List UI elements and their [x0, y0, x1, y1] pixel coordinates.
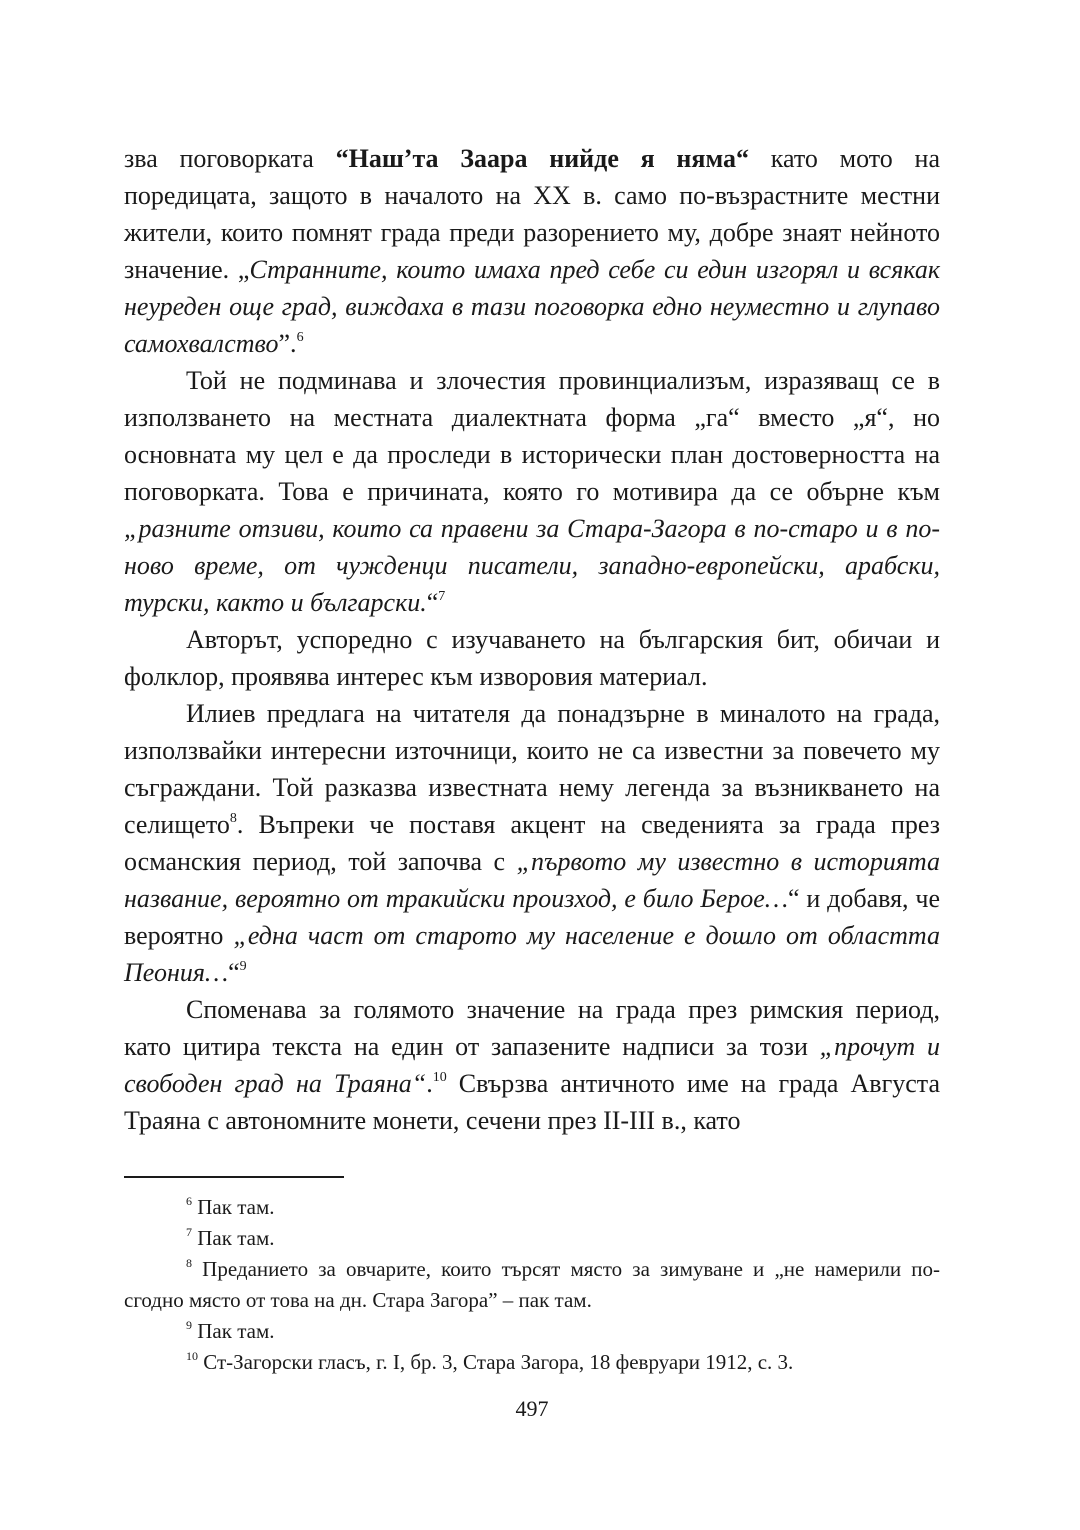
paragraph: [124, 140, 940, 362]
footnote: [124, 1192, 940, 1223]
text-run: “ и добавя, че вероятно: [124, 884, 941, 950]
paragraph: [124, 991, 940, 1139]
text-run: . Въпреки че поставя акцент на сведенията за града през османския период, той започва с: [124, 810, 940, 876]
paragraph: [124, 621, 940, 695]
text-run: Авторът, успоредно с изучаването на българския бит, обичаи и фолклор, проявява интерес към изворовия материал.: [124, 625, 940, 691]
footnote-ref[interactable]: 7: [438, 589, 446, 604]
body-text: [124, 140, 940, 1139]
footnotes: [124, 1192, 940, 1378]
text-run: Свързва античното име на града Августа Траяна с автономните монети, сечени през II-III в., като: [124, 1069, 941, 1135]
text-run: “: [426, 588, 439, 617]
italic-quote: „прочут и свободен град на Траяна“: [124, 1032, 940, 1098]
footnote-ref[interactable]: 10: [432, 1070, 447, 1085]
footnote: [124, 1254, 940, 1316]
footnote-number: 9: [186, 1318, 192, 1332]
footnote-separator: [124, 1176, 344, 1178]
footnote-ref[interactable]: 8: [229, 811, 237, 826]
footnote-text: Ст-Загорски гласъ, г. I, бр. 3, Стара Загора, 18 февруари 1912, с. 3.: [203, 1350, 794, 1374]
text-run: Споменава за голямото значение на града през римския период, като цитира текста на един от запазените надписи за този: [124, 995, 940, 1061]
footnote: [124, 1223, 940, 1254]
footnote-ref[interactable]: 6: [296, 330, 304, 345]
footnote-text: Пак там.: [197, 1226, 275, 1250]
italic-quote: „една част от старото му население е дошло от областта Пеония…: [124, 921, 940, 987]
footnote-number: 7: [186, 1225, 192, 1239]
document-page: [124, 140, 940, 1422]
footnote-number: 8: [186, 1256, 192, 1270]
footnote-text: Преданието за овчарите, които търсят място за зимуване и „не намерили по-сгодно място от това на дн. Стара Загора” – пак там.: [124, 1257, 941, 1312]
bold-quote: “Наш’та Заара нийде я няма“: [335, 144, 750, 173]
footnote-text: Пак там.: [197, 1319, 275, 1343]
text-run: “: [228, 958, 240, 987]
text-run: Той не подминава и злочестия провинциализъм, изразяващ се в използването на местната диалектната форма „га“ вместо „я“, но основната му цел е да проследи в исторически план достоверността на поговорката. Това е причината, която го мотивира да се обърне към: [124, 366, 940, 506]
footnote-text: Пак там.: [197, 1195, 275, 1219]
paragraph: [124, 695, 940, 991]
italic-quote: „разните отзиви, които са правени за Стара-Загора в по-старо и в по-ново време, от чужденци писатели, западно-европейски, арабски, турски, както и български.: [124, 514, 940, 617]
text-run: ”.: [278, 329, 297, 358]
footnote-number: 10: [186, 1349, 198, 1363]
footnote: [124, 1316, 940, 1347]
italic-quote: Странните, които имаха пред себе си един изгорял и всякак неуреден още град, виждаха в тази поговорка едно неуместно и глупаво самохвалство: [124, 255, 940, 358]
italic-quote: „първото му известно в историята название, вероятно от тракийски произход, е било Берое…: [124, 847, 941, 913]
text-run: .: [426, 1069, 433, 1098]
footnote-number: 6: [186, 1194, 192, 1208]
page-number: 497: [515, 1396, 549, 1421]
footnote: [124, 1347, 940, 1378]
paragraph: [124, 362, 940, 621]
footnote-ref[interactable]: 9: [239, 959, 247, 974]
text-run: като мото на поредицата, защото в началото на XX в. само по-възрастните местни жители, които помнят града преди разорението му, добре знаят нейното значение. „: [124, 144, 940, 284]
text-run: Илиев предлага на читателя да понадзърне в миналото на града, използвайки интересни източници, които не са известни за повечето му съграждани. Той разказва известната нему легенда за възникването на селището: [124, 699, 940, 839]
text-run: зва поговорката: [124, 144, 336, 173]
